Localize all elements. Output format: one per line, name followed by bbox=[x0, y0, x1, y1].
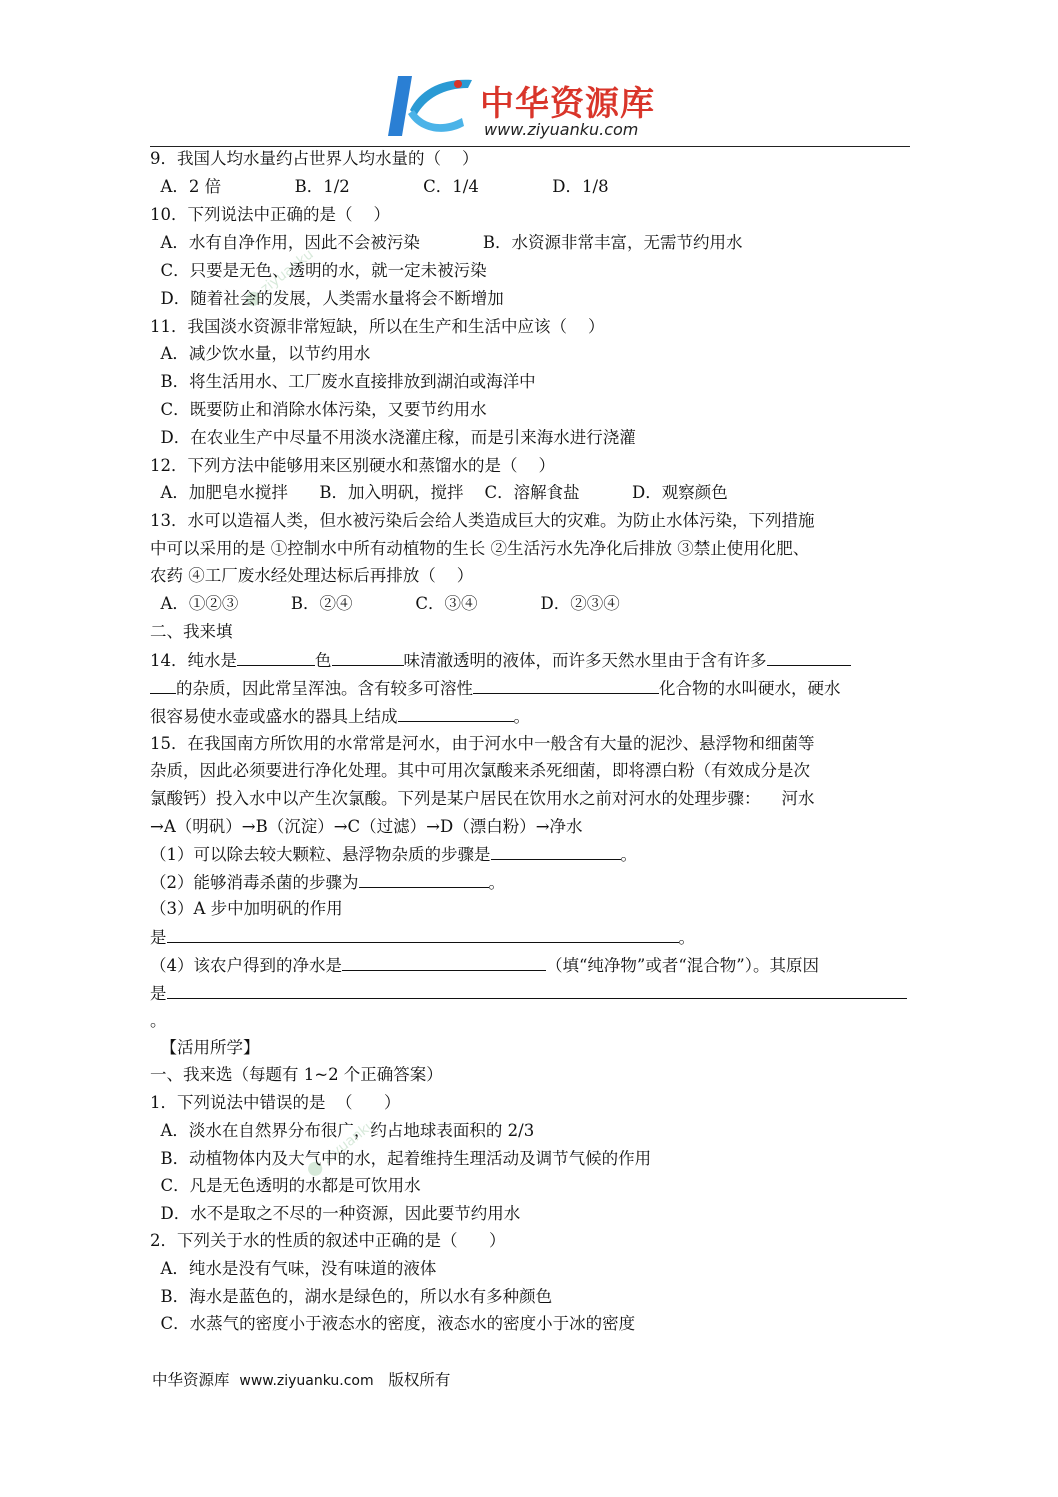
q15-text: 。 bbox=[678, 928, 695, 947]
logo-url-text: www.ziyuanku.com bbox=[484, 120, 639, 139]
q14-text: 14．纯水是 bbox=[150, 651, 237, 670]
q14-text: 。 bbox=[513, 707, 530, 726]
section-fill-heading: 二、我来填 bbox=[150, 622, 233, 641]
watermark-icon: ⬤ ziyuanku bbox=[241, 246, 317, 310]
footer-url[interactable]: www.ziyuanku.com bbox=[239, 1373, 374, 1389]
q14-text: 的杂质，因此常呈浑浊。含有较多可溶性 bbox=[176, 679, 473, 698]
page-footer bbox=[152, 1368, 450, 1390]
q11-option-d: D．在农业生产中尽量不用淡水浇灌庄稼，而是引来海水进行浇灌 bbox=[150, 428, 636, 447]
q15-part-2 bbox=[150, 871, 505, 894]
q15-part-4 bbox=[150, 954, 819, 977]
footer-brand: 中华资源库 bbox=[152, 1371, 230, 1389]
logo-brand-text: 中华资源库 bbox=[480, 84, 655, 124]
section-choose-heading: 一、我来选（每题有 1~2 个正确答案） bbox=[150, 1065, 443, 1084]
q11-option-a: A．减少饮水量，以节约用水 bbox=[150, 344, 371, 363]
answer-blank[interactable] bbox=[167, 926, 679, 943]
q10-option-d: D．随着社会的发展，人类需水量将会不断增加 bbox=[150, 289, 504, 308]
answer-blank[interactable] bbox=[359, 871, 489, 888]
q15-stem-2: 杂质，因此必须要进行净化处理。其中可用次氯酸来杀死细菌，即将漂白粉（有效成分是次 bbox=[150, 761, 810, 780]
answer-blank[interactable] bbox=[167, 982, 907, 999]
q15-part-4-end: 。 bbox=[150, 1011, 167, 1030]
q13-stem-2: 中可以采用的是 ①控制水中所有动植物的生长 ②生活污水先净化后排放 ③禁止使用化肥、 bbox=[150, 539, 810, 558]
q11-option-b: B．将生活用水、工厂废水直接排放到湖泊或海洋中 bbox=[150, 372, 536, 391]
q14-line-2 bbox=[150, 677, 841, 700]
q15-stem-4: →A（明矾）→B（沉淀）→C（过滤）→D（漂白粉）→净水 bbox=[150, 817, 583, 836]
s2-q1-option-a: A．淡水在自然界分布很广，约占地球表面积的 2/3 bbox=[150, 1121, 535, 1140]
k-logo-icon bbox=[380, 70, 480, 142]
q9-stem: 9．我国人均水量约占世界人均水量的（ ） bbox=[150, 149, 479, 168]
q15-text: 。 bbox=[488, 873, 505, 892]
answer-blank[interactable] bbox=[491, 843, 621, 860]
q12-stem: 12．下列方法中能够用来区别硬水和蒸馏水的是（ ） bbox=[150, 456, 555, 475]
q10-stem: 10．下列说法中正确的是（ ） bbox=[150, 205, 390, 224]
s2-q1-option-d: D．水不是取之不尽的一种资源，因此要节约用水 bbox=[150, 1204, 521, 1223]
answer-blank[interactable] bbox=[342, 954, 546, 971]
q14-text: 化合物的水叫硬水，硬水 bbox=[659, 679, 841, 698]
q13-stem-1: 13．水可以造福人类，但水被污染后会给人类造成巨大的灾难。为防止水体污染，下列措施 bbox=[150, 511, 815, 530]
site-logo bbox=[380, 70, 680, 142]
answer-blank[interactable] bbox=[767, 649, 851, 666]
q15-text: 是 bbox=[150, 928, 167, 947]
q15-text: （2）能够消毒杀菌的步骤为 bbox=[150, 873, 359, 892]
answer-blank[interactable] bbox=[398, 705, 514, 722]
q14-text: 色 bbox=[315, 651, 332, 670]
q15-text: （填“纯净物”或者“混合物”）。其原因 bbox=[546, 956, 819, 975]
q15-stem-1: 15．在我国南方所饮用的水常常是河水，由于河水中一般含有大量的泥沙、悬浮物和细菌等 bbox=[150, 734, 815, 753]
answer-blank[interactable] bbox=[473, 677, 659, 694]
s2-q2-option-c: C．水蒸气的密度小于液态水的密度，液态水的密度小于冰的密度 bbox=[150, 1314, 636, 1333]
q15-part-3-answer bbox=[150, 926, 695, 949]
section-apply-heading: 【活用所学】 bbox=[150, 1038, 260, 1057]
s2-q2-option-b: B．海水是蓝色的，湖水是绿色的，所以水有多种颜色 bbox=[150, 1287, 553, 1306]
q15-text: （4）该农户得到的净水是 bbox=[150, 956, 342, 975]
q15-part-3: （3）A 步中加明矾的作用 bbox=[150, 899, 343, 918]
q15-text: 。 bbox=[620, 845, 637, 864]
s2-q2-option-a: A．纯水是没有气味，没有味道的液体 bbox=[150, 1259, 437, 1278]
q14-line-3 bbox=[150, 705, 530, 728]
s2-q1-stem: 1．下列说法中错误的是 （ ） bbox=[150, 1093, 401, 1112]
q12-options: A．加肥皂水搅拌 B．加入明矾，搅拌 C．溶解食盐 D．观察颜色 bbox=[150, 483, 728, 502]
s2-q2-stem: 2．下列关于水的性质的叙述中正确的是（ ） bbox=[150, 1231, 506, 1250]
header-divider bbox=[150, 146, 910, 147]
q15-text: 是 bbox=[150, 984, 167, 1003]
s2-q1-option-c: C．凡是无色透明的水都是可饮用水 bbox=[150, 1176, 421, 1195]
watermark-icon: ⬤ ziyuanku bbox=[303, 1116, 379, 1180]
q11-stem: 11．我国淡水资源非常短缺，所以在生产和生活中应该（ ） bbox=[150, 317, 605, 336]
s2-q1-option-b: B．动植物体内及大气中的水，起着维持生理活动及调节气候的作用 bbox=[150, 1149, 652, 1168]
q15-stem-3: 氯酸钙）投入水中以产生次氯酸。下列是某户居民在饮用水之前对河水的处理步骤： 河水 bbox=[150, 789, 815, 808]
q13-stem-3: 农药 ④工厂废水经处理达标后再排放（ ） bbox=[150, 566, 474, 585]
q14-text: 味清澈透明的液体，而许多天然水里由于含有许多 bbox=[403, 651, 767, 670]
q15-text: （1）可以除去较大颗粒、悬浮物杂质的步骤是 bbox=[150, 845, 491, 864]
q14-text: 很容易使水壶或盛水的器具上结成 bbox=[150, 707, 398, 726]
q11-option-c: C．既要防止和消除水体污染，又要节约用水 bbox=[150, 400, 487, 419]
q10-option-c: C．只要是无色、透明的水，就一定未被污染 bbox=[150, 261, 487, 280]
q15-part-1 bbox=[150, 843, 637, 866]
q13-options: A．①②③ B．②④ C．③④ D．②③④ bbox=[150, 594, 620, 613]
answer-blank[interactable] bbox=[150, 677, 176, 694]
footer-rights: 版权所有 bbox=[388, 1371, 451, 1389]
q15-part-4-answer bbox=[150, 982, 907, 1005]
q9-options: A．2 倍 B．1/2 C．1/4 D．1/8 bbox=[150, 177, 609, 196]
answer-blank[interactable] bbox=[332, 649, 404, 666]
answer-blank[interactable] bbox=[237, 649, 315, 666]
q14-line-1 bbox=[150, 649, 851, 672]
q10-options-ab: A．水有自净作用，因此不会被污染 B．水资源非常丰富，无需节约用水 bbox=[150, 233, 743, 252]
